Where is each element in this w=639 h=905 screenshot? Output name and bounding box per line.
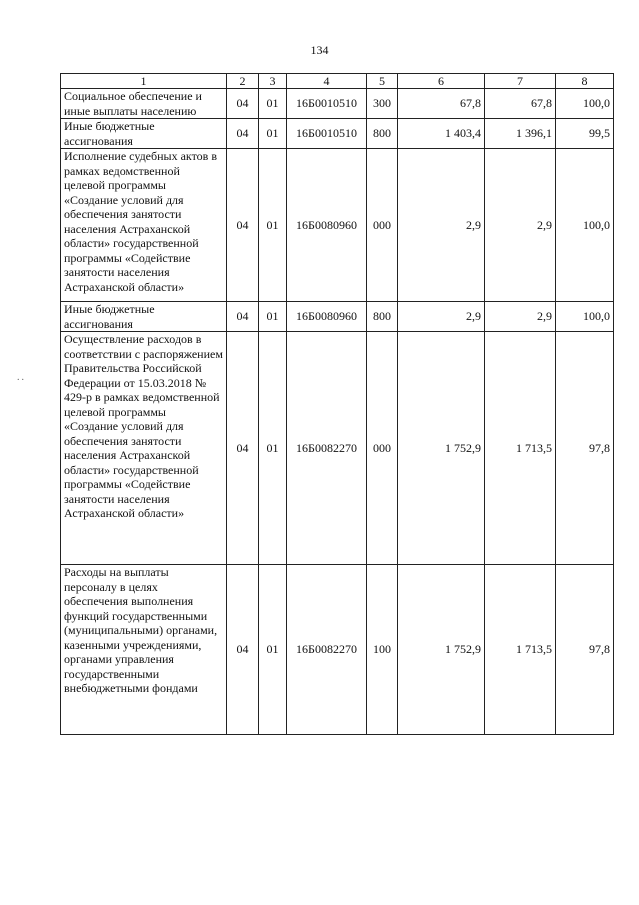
table-row [61, 302, 614, 332]
fact-cell: 2,9 [485, 149, 556, 302]
table-row [61, 149, 614, 302]
header-cell: 5 [367, 74, 398, 89]
pr-cell: 01 [259, 302, 287, 332]
plan-cell: 2,9 [398, 149, 485, 302]
fact-cell: 1 713,5 [485, 565, 556, 735]
plan-cell: 1 752,9 [398, 565, 485, 735]
rz-cell: 04 [227, 89, 259, 119]
percent-cell: 97,8 [556, 565, 614, 735]
table-row [61, 89, 614, 119]
pr-cell: 01 [259, 332, 287, 565]
header-cell: 1 [61, 74, 227, 89]
row-name-cell: Социальное обеспечение и иные выплаты населению [61, 89, 227, 119]
rz-cell: 04 [227, 565, 259, 735]
row-name-cell: Исполнение судебных актов в рамках ведомственной целевой программы «Создание условий для обеспечения занятости населения Астраханской области» государственной программы «Содействие занятости населения Астраханской области» [61, 149, 227, 302]
row-name-cell: Иные бюджетные ассигнования [61, 302, 227, 332]
table-row [61, 565, 614, 735]
fact-cell: 67,8 [485, 89, 556, 119]
percent-cell: 97,8 [556, 332, 614, 565]
vr-cell: 800 [367, 302, 398, 332]
percent-cell: 99,5 [556, 119, 614, 149]
header-cell: 6 [398, 74, 485, 89]
vr-cell: 300 [367, 89, 398, 119]
vr-cell: 100 [367, 565, 398, 735]
table-row [61, 119, 614, 149]
rz-cell: 04 [227, 119, 259, 149]
header-cell: 7 [485, 74, 556, 89]
page-number: 134 [310, 43, 329, 57]
plan-cell: 67,8 [398, 89, 485, 119]
csr-cell: 16Б0010510 [287, 89, 367, 119]
plan-cell: 2,9 [398, 302, 485, 332]
vr-cell: 000 [367, 149, 398, 302]
fact-cell: 1 396,1 [485, 119, 556, 149]
header-cell: 4 [287, 74, 367, 89]
plan-cell: 1 752,9 [398, 332, 485, 565]
header-cell: 2 [227, 74, 259, 89]
vr-cell: 000 [367, 332, 398, 565]
rz-cell: 04 [227, 332, 259, 565]
header-cell: 8 [556, 74, 614, 89]
fact-cell: 1 713,5 [485, 332, 556, 565]
table-row [61, 332, 614, 565]
header-cell: 3 [259, 74, 287, 89]
percent-cell: 100,0 [556, 149, 614, 302]
csr-cell: 16Б0082270 [287, 565, 367, 735]
row-name-cell: Осуществление расходов в соответствии с распоряжением Правительства Российской Федерации от 15.03.2018 № 429-р в рамках ведомственной целевой программы «Создание условий для обеспечения занятости населения Астраханской области» государственной программы «Содействие занятости населения Астраханской области» [61, 332, 227, 565]
csr-cell: 16Б0010510 [287, 119, 367, 149]
rz-cell: 04 [227, 302, 259, 332]
pr-cell: 01 [259, 119, 287, 149]
plan-cell: 1 403,4 [398, 119, 485, 149]
row-name-cell: Расходы на выплаты персоналу в целях обеспечения выполнения функций государственными (муниципальными) органами, казенными учреждениями, органами управления государственными внебюджетными фондами [61, 565, 227, 735]
pr-cell: 01 [259, 149, 287, 302]
csr-cell: 16Б0082270 [287, 332, 367, 565]
rz-cell: 04 [227, 149, 259, 302]
percent-cell: 100,0 [556, 302, 614, 332]
row-name-cell: Иные бюджетные ассигнования [61, 119, 227, 149]
margin-mark: .. [17, 372, 26, 383]
budget-table [60, 73, 614, 735]
csr-cell: 16Б0080960 [287, 302, 367, 332]
percent-cell: 100,0 [556, 89, 614, 119]
pr-cell: 01 [259, 565, 287, 735]
fact-cell: 2,9 [485, 302, 556, 332]
csr-cell: 16Б0080960 [287, 149, 367, 302]
pr-cell: 01 [259, 89, 287, 119]
header-row [61, 74, 614, 89]
vr-cell: 800 [367, 119, 398, 149]
